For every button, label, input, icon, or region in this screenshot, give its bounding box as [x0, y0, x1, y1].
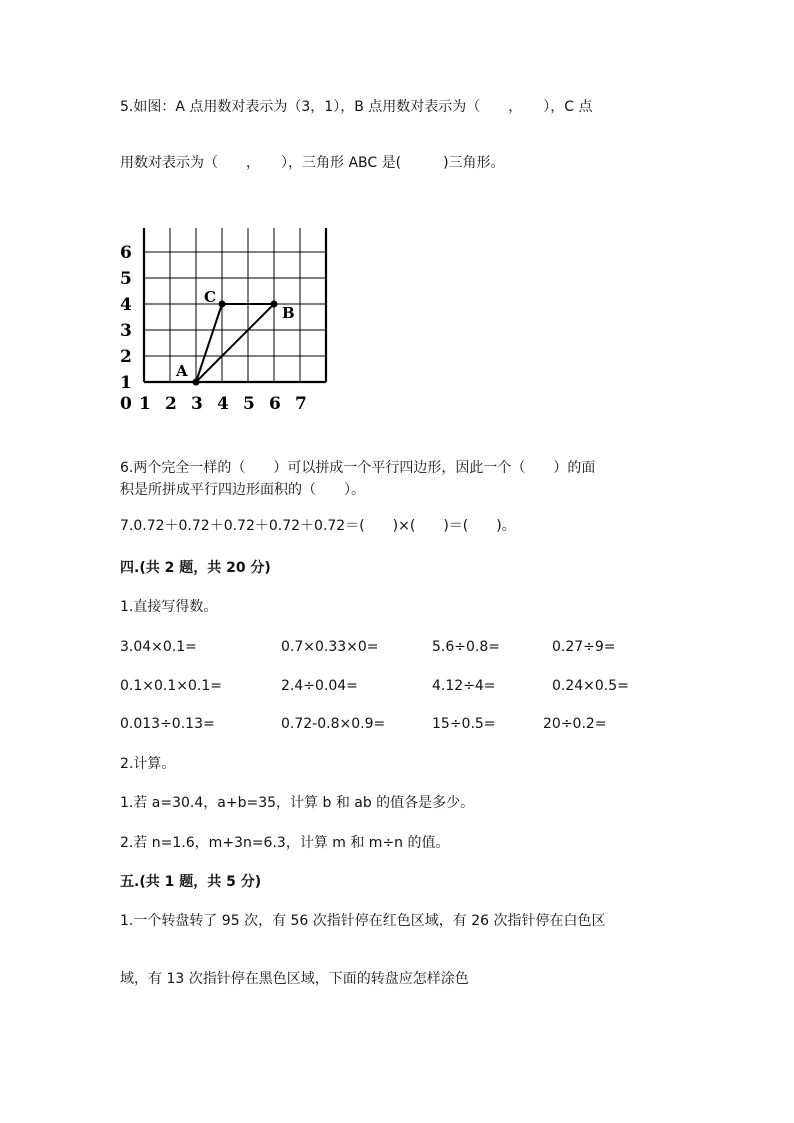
y-tick-label: 3 [120, 321, 132, 341]
x-tick-label: 4 [217, 394, 229, 414]
y-tick-label: 6 [120, 243, 132, 263]
calc-item: 3.04×0.1= [120, 639, 197, 655]
section4-problem2-title: 2.计算。 [120, 756, 176, 772]
point-label-C: C [204, 288, 216, 306]
triangle-segments [196, 304, 274, 382]
calc-item: 0.72-0.8×0.9= [281, 716, 386, 732]
x-axis-tick-labels [120, 394, 307, 414]
q5-line1: 5.如图：A 点用数对表示为（3，1），B 点用数对表示为（ ， ），C 点 [120, 99, 593, 115]
point-A [193, 379, 200, 386]
y-tick-label: 1 [120, 373, 132, 393]
calc-item: 0.7×0.33×0= [281, 639, 379, 655]
section5-problem1-line1: 1.一个转盘转了 95 次，有 56 次指针停在红色区域，有 26 次指针停在白色区 [120, 913, 606, 929]
point-B [271, 301, 278, 308]
segment-AB [196, 304, 274, 382]
section5-problem1-line2: 域，有 13 次指针停在黑色区域，下面的转盘应怎样涂色 [120, 971, 469, 987]
x-tick-label: 2 [165, 394, 177, 414]
section5-heading: 五.(共 1 题，共 5 分) [120, 874, 262, 890]
calc-item: 5.6÷0.8= [432, 639, 500, 655]
x-tick-label: 6 [269, 394, 281, 414]
section4-problem2-item1: 1.若 a=30.4，a+b=35，计算 b 和 ab 的值各是多少。 [120, 795, 475, 811]
y-tick-label: 2 [120, 347, 132, 367]
y-axis-tick-labels [120, 243, 132, 393]
x-tick-label: 0 [120, 394, 132, 414]
calc-item: 0.24×0.5= [552, 678, 629, 694]
coordinate-grid-figure [116, 228, 346, 414]
x-tick-label: 5 [243, 394, 255, 414]
q6-line2: 积是所拼成平行四边形面积的（ ）。 [120, 482, 365, 498]
point-label-A: A [176, 362, 188, 380]
calc-item: 0.1×0.1×0.1= [120, 678, 222, 694]
calc-item: 0.27÷9= [552, 639, 616, 655]
calc-item: 0.013÷0.13= [120, 716, 215, 732]
calc-item: 20÷0.2= [543, 716, 607, 732]
section4-problem1-title: 1.直接写得数。 [120, 599, 218, 615]
calc-item: 2.4÷0.04= [281, 678, 358, 694]
point-C [219, 301, 226, 308]
y-tick-label: 4 [120, 295, 132, 315]
calc-item: 4.12÷4= [432, 678, 496, 694]
q7-text: 7.0.72＋0.72＋0.72＋0.72＋0.72＝( )×( )＝( )。 [120, 518, 516, 534]
calc-item: 15÷0.5= [432, 716, 496, 732]
q5-line2: 用数对表示为（ ， ），三角形 ABC 是( )三角形。 [120, 155, 505, 171]
section4-heading: 四.(共 2 题，共 20 分) [120, 560, 271, 576]
section4-problem2-item2: 2.若 n=1.6，m+3n=6.3，计算 m 和 m÷n 的值。 [120, 835, 450, 851]
triangle-points [175, 288, 295, 386]
point-label-B: B [282, 304, 295, 322]
y-tick-label: 5 [120, 269, 132, 289]
x-tick-label: 7 [295, 394, 307, 414]
q6-line1: 6.两个完全一样的（ ）可以拼成一个平行四边形，因此一个（ ）的面 [120, 460, 596, 476]
x-tick-label: 3 [191, 394, 203, 414]
x-tick-label: 1 [139, 394, 151, 414]
